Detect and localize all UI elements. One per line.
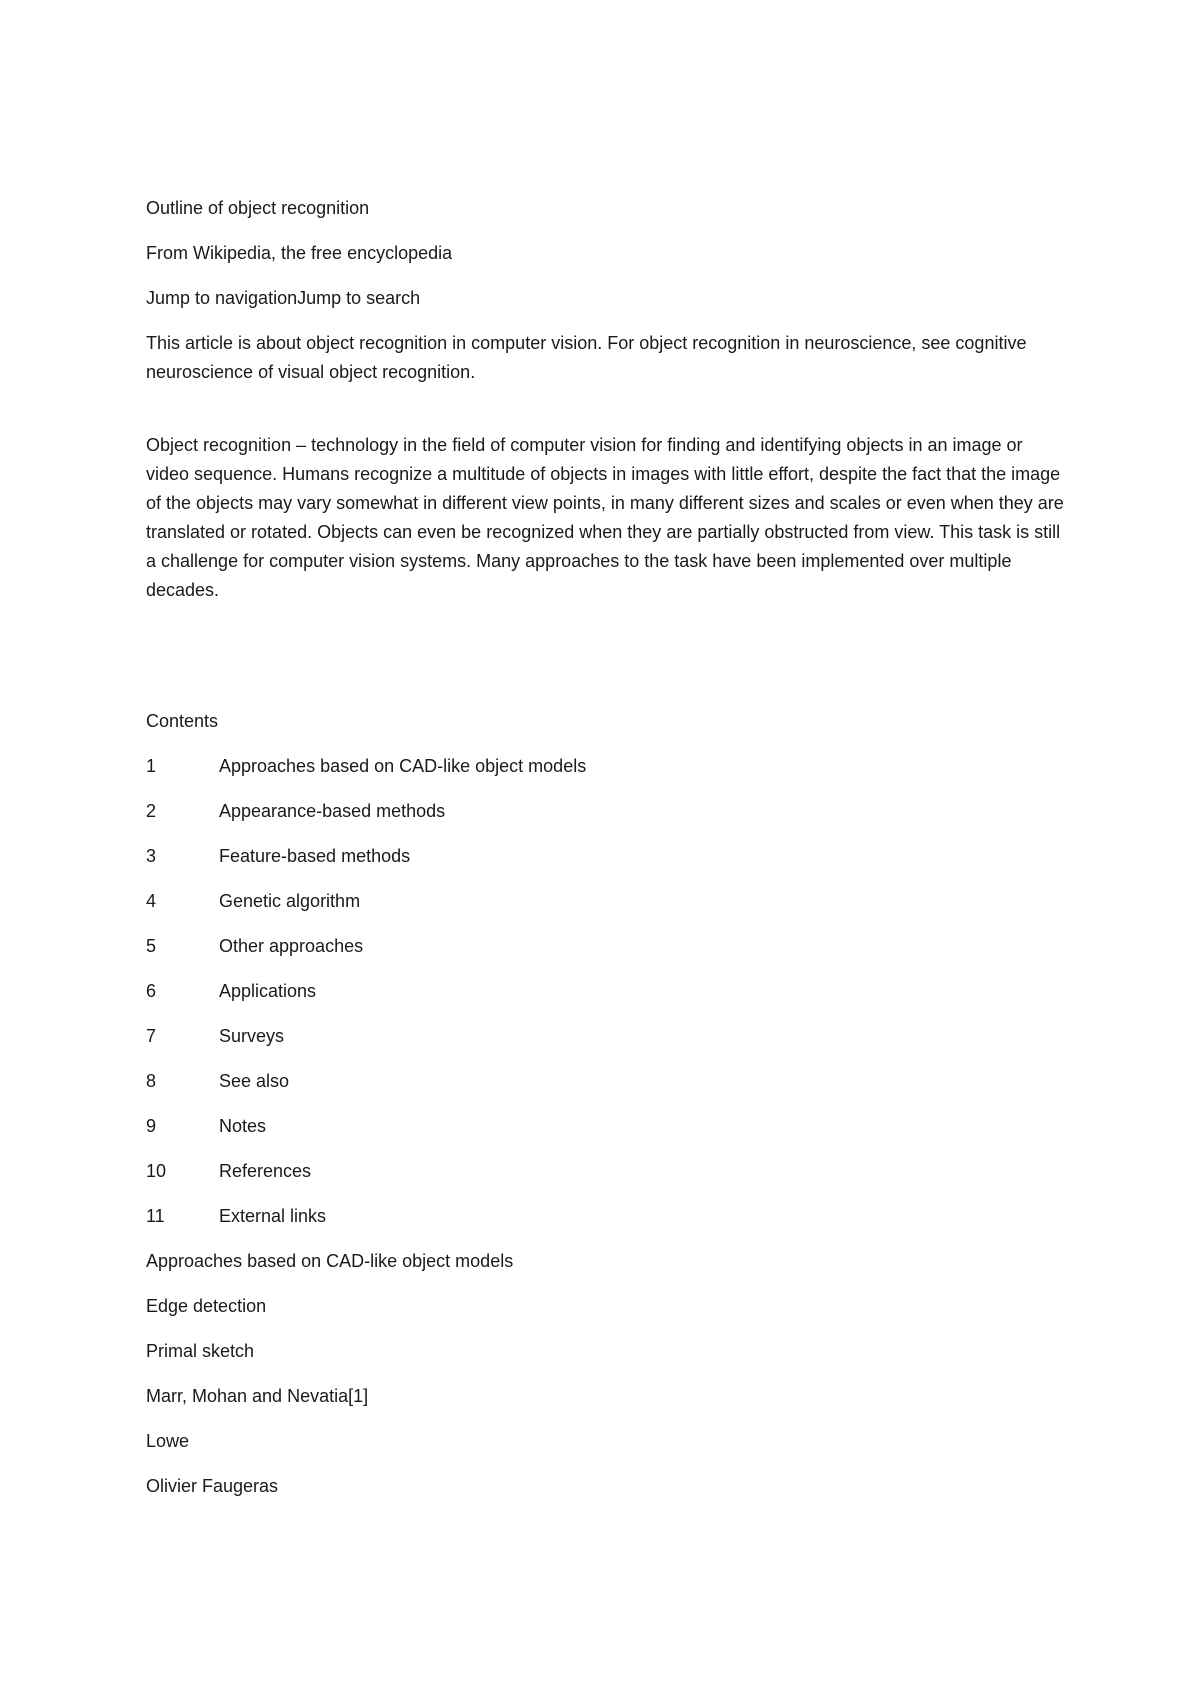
toc-item-label: Applications (219, 981, 317, 1001)
list-item: Edge detection (146, 1296, 267, 1316)
toc-item[interactable] (146, 797, 1066, 826)
toc-item-number: 6 (146, 981, 157, 1001)
toc-item[interactable] (146, 1067, 1066, 1096)
toc-item-label: Notes (219, 1116, 267, 1136)
list-item: Olivier Faugeras (146, 1476, 279, 1496)
list-item: Lowe (146, 1431, 190, 1451)
toc-item-label: Other approaches (219, 936, 364, 956)
toc-item[interactable] (146, 887, 1066, 916)
toc-item[interactable] (146, 752, 1066, 781)
toc-list (146, 752, 1066, 1231)
list-item: Marr, Mohan and Nevatia[1] (146, 1386, 369, 1406)
toc-item[interactable] (146, 1112, 1066, 1141)
toc-item-label: Approaches based on CAD-like object models (219, 756, 587, 776)
hatnote: This article is about object recognition in computer vision. For object recognition in neuroscience, see cognitive neuroscience of visual object recognition. (146, 333, 1027, 382)
toc-item-number: 2 (146, 801, 157, 821)
spacer (146, 387, 1066, 431)
toc-item[interactable] (146, 932, 1066, 961)
toc-item-number: 5 (146, 936, 157, 956)
toc-item-label: Feature-based methods (219, 846, 411, 866)
toc-item-label: Surveys (219, 1026, 285, 1046)
toc-item[interactable] (146, 1022, 1066, 1051)
spacer (146, 605, 1066, 707)
toc-item-label: Genetic algorithm (219, 891, 361, 911)
section-heading: Approaches based on CAD-like object models (146, 1251, 514, 1271)
source-line: From Wikipedia, the free encyclopedia (146, 243, 453, 263)
toc-item-number: 7 (146, 1026, 157, 1046)
toc-item-number: 10 (146, 1161, 167, 1181)
toc-item-label: References (219, 1161, 312, 1181)
toc-item-number: 9 (146, 1116, 157, 1136)
toc-item-number: 4 (146, 891, 157, 911)
toc-item-number: 8 (146, 1071, 157, 1091)
lead-paragraph: Object recognition – technology in the field of computer vision for finding and identifying objects in an image or video sequence. Humans recognize a multitude of objects in images with little effort, despite the fact that the image of the objects may vary somewhat in different view points, in many different sizes and scales or even when they are translated or rotated. Objects can even be recognized when they are partially obstructed from view. This task is still a challenge for computer vision systems. Many approaches to the task have been implemented over multiple decades. (146, 435, 1064, 600)
toc-item-number: 1 (146, 756, 157, 776)
toc-item-label: See also (219, 1071, 290, 1091)
list-item: Primal sketch (146, 1341, 255, 1361)
toc-item-number: 11 (146, 1206, 165, 1226)
toc-item-number: 3 (146, 846, 157, 866)
section-item-list (146, 1292, 1066, 1501)
toc-item[interactable] (146, 1157, 1066, 1186)
toc-item[interactable] (146, 1202, 1066, 1231)
toc-heading: Contents (146, 711, 219, 731)
page-title: Outline of object recognition (146, 198, 370, 218)
jump-links[interactable]: Jump to navigationJump to search (146, 288, 421, 308)
toc-item-label: Appearance-based methods (219, 801, 446, 821)
document-body (146, 194, 1066, 1517)
toc-item[interactable] (146, 977, 1066, 1006)
toc-item-label: External links (219, 1206, 327, 1226)
toc-item[interactable] (146, 842, 1066, 871)
